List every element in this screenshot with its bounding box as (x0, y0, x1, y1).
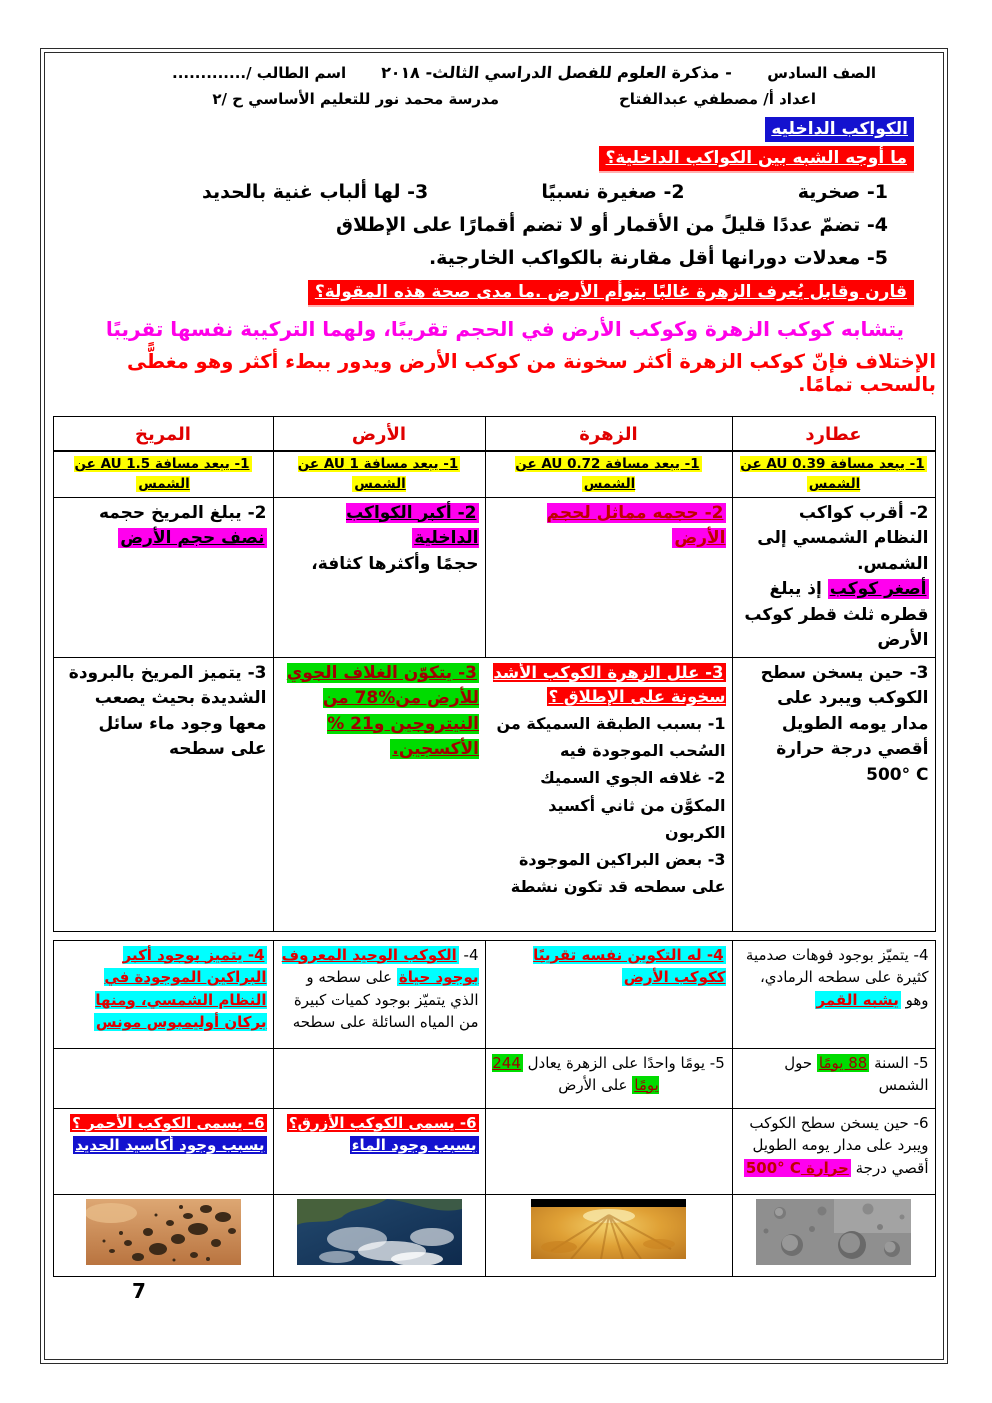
cell-earth-empty (273, 1048, 485, 1108)
cell-earth-photo (273, 1194, 485, 1276)
header-venus: الزهرة (485, 417, 732, 452)
venus-heat-reason-1: 1- بسبب الطبقة السميكة من السُحب الموجودة فيه (496, 714, 726, 761)
cell-earth-distance: 1- يبعد مسافة 1 AU عن الشمس (273, 451, 485, 497)
cell-venus-composition: 4- له التكوين نفسه تقريبًا ككوكب الأرض (485, 940, 732, 1048)
cell-mars-distance: 1- يبعد مسافة 1.5 AU عن الشمس (53, 451, 273, 497)
topic-banner: الكواكب الداخليه (765, 117, 914, 142)
cell-mars-cold: 3- يتميز المريخ بالبرودة الشديدة بحيث يصعب معها وجود ماء سائل على سطحه (53, 657, 273, 931)
similarity-item-2: 2- صغيرة نسبيًا (541, 181, 685, 203)
mercury-craters-image (756, 1199, 911, 1265)
booklet-title: - مذكرة العلوم للفصل الدراسي الثالث- ٢٠١٨ (380, 63, 733, 82)
mars-nickname-question: 6- يسمى الكوكب الأحمر ؟ (72, 1113, 265, 1132)
cell-mercury-temperature: 3- حين يسخن سطح الكوكب ويبرد على مدار يومه الطويل أقصي درجة حرارة 500° C (732, 657, 935, 931)
page-number: 7 (132, 1278, 146, 1303)
cell-venus-size: 2- حجمه مماثل لحجم الأرض (485, 497, 732, 657)
header-line-2 (52, 82, 936, 108)
header-mars: المريخ (53, 417, 273, 452)
cell-mars-size: 2- يبلغ المريخ حجمه نصف حجم الأرض (53, 497, 273, 657)
prepared-by-label: اعداد أ/ مصطفي عبدالفتاح (619, 90, 816, 108)
similarities-list (52, 181, 936, 269)
cell-mercury-photo (732, 1194, 935, 1276)
cell-mercury-size: 2- أقرب كواكب النظام الشمسي إلى الشمس. أصغر كوكب إذ يبلغ قطره ثلث قطر كوكب الأرض (732, 497, 935, 657)
cell-mars-photo (53, 1194, 273, 1276)
earth-from-space-image (297, 1199, 462, 1265)
compare-answer-different: الإختلاف فإنّ كوكب الزهرة أكثر سخونة من كوكب الأرض ويدور ببطء أكثر وهو مغطًّى بالسحب تمامًا. (126, 350, 936, 396)
planets-table-bottom (53, 940, 936, 1277)
cell-mars-empty (53, 1048, 273, 1108)
distance-row (53, 451, 935, 497)
earth-nickname-answer: بسبب وجود الماء (351, 1136, 477, 1154)
header-earth: الأرض (273, 417, 485, 452)
photos-row (53, 1194, 935, 1276)
cell-mercury-year: 5- السنة 88 يومًا حول الشمس (732, 1048, 935, 1108)
surface-row (53, 940, 935, 1048)
cell-mars-nickname (53, 1108, 273, 1194)
nickname-row (53, 1108, 935, 1194)
similarities-question-banner: ما أوجه الشبه بين الكواكب الداخلية؟ (599, 146, 914, 173)
cell-mars-volcanoes: 4- يتميز بوجود أكبر البراكين الموجودة في النظام الشمسي، ومنها بركان أوليمبوس مونس (53, 940, 273, 1048)
compare-question-banner: قارن وقابل يُعرف الزهرة غالبًا بتوأم الأرض .ما مدى صحة هذه المقولة؟ (308, 280, 914, 307)
size-row (53, 497, 935, 657)
page-border-frame (40, 48, 948, 1364)
similarity-item-5: 5- معدلات دورانها أقل مقارنة بالكواكب الخارجية. (428, 247, 888, 269)
header-line-1 (52, 61, 936, 82)
planets-header-row (53, 417, 935, 452)
cell-venus-day: 5- يومًا واحدًا على الزهرة يعادل 244 يومًا على الأرض (485, 1048, 732, 1108)
venus-surface-image (531, 1199, 686, 1259)
similarities-row-1 (52, 181, 936, 203)
cell-venus-distance: 1- يبعد مسافة 0.72 AU عن الشمس (485, 451, 732, 497)
compare-answer-similar: يتشابه كوكب الزهرة وكوكب الأرض في الحجم تقريبًا، ولهما التركيبة نفسها تقريبًا (105, 317, 904, 341)
mars-surface-image (86, 1199, 241, 1265)
venus-heat-question: 3- علل الزهرة الكوكب الأشد سخونة على الإطلاق ؟ (493, 662, 726, 707)
cell-venus-photo (485, 1194, 732, 1276)
mercury-temp-value: 500° C (745, 1158, 801, 1177)
student-name-label: اسم الطالب /............. (172, 64, 347, 82)
cell-earth-nickname (273, 1108, 485, 1194)
worksheet-page (41, 49, 947, 1363)
cell-venus-heat-reasons (485, 657, 732, 931)
cell-earth-life: 4- الكوكب الوحيد المعروف بوجود حياة على سطحه و الذي يتميّز بوجود كميات كبيرة من المياه السائلة على سطحه (273, 940, 485, 1048)
cell-mercury-temp-cycle: 6- حين يسخن سطح الكوكب ويبرد على مدار يومه الطويل أقصي درجة حرارة 500° C (732, 1108, 935, 1194)
cell-earth-atmosphere: 3- يتكوّن الغلاف الجوي للأرض من%78 من النيتروجين و21 % الأكسجين. (273, 657, 485, 931)
header-mercury: عطارد (732, 417, 935, 452)
similarity-item-4: 4- تضمّ عددًا قليلً من الأقمار أو لا تضم أقمارًا على الإطلاق (336, 214, 888, 236)
grade-label: الصف السادس (767, 64, 876, 82)
venus-heat-reason-3: 3- بعض البراكين الموجودة على سطحه قد تكون نشطة (510, 849, 726, 897)
earth-nickname-question: 6- يسمى الكوكب الأزرق؟ (288, 1113, 477, 1132)
planets-table-top (53, 416, 936, 932)
mercury-max-temp-value: 500° C (866, 764, 929, 785)
mars-nickname-answer: بسبب وجود أكاسيد الحديد (75, 1136, 265, 1154)
venus-heat-reason-2: 2- غلافه الجوي السميك المكوَّن من ثاني أكسيد الكربون (540, 768, 726, 842)
cell-mercury-distance: 1- يبعد مسافة 0.39 AU عن الشمس (732, 451, 935, 497)
similarity-item-3: 3- لها ألباب غنية بالحديد (202, 181, 429, 203)
atmosphere-row (53, 657, 935, 931)
school-label: مدرسة محمد نور للتعليم الأساسي ح /٢ (212, 90, 499, 108)
day-year-row (53, 1048, 935, 1108)
similarity-item-1: 1- صخرية (797, 181, 888, 203)
cell-earth-size: 2- أكبر الكواكب الداخلية حجمًا وأكثرها كثافة، (273, 497, 485, 657)
cell-mercury-craters: 4- يتميّز بوجود فوهات صدمية كثيرة على سطحه الرمادي، وهو يشبه القمر (732, 940, 935, 1048)
cell-venus-empty (485, 1108, 732, 1194)
